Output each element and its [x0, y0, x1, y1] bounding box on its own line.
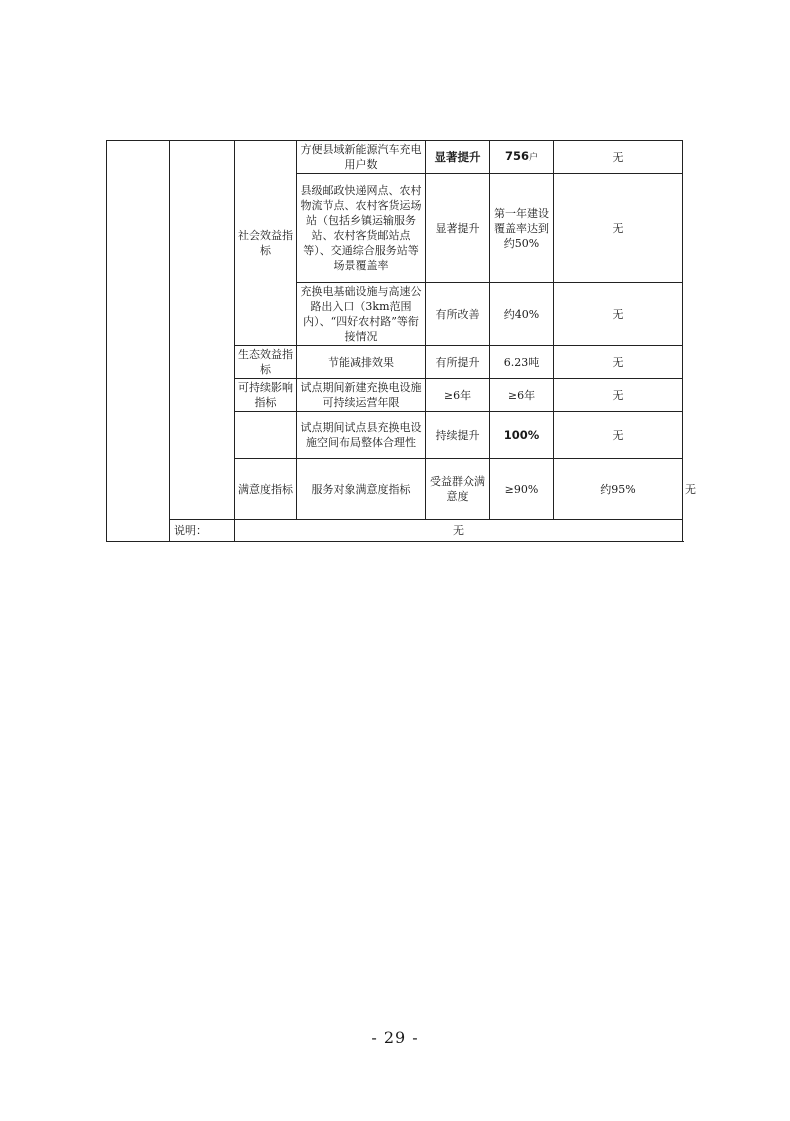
value-cell: 约40% [490, 283, 554, 346]
note-cell: 无 [554, 346, 683, 379]
value-cell: 100% [490, 412, 554, 459]
indicator-cell: 县级邮政快递网点、农村物流节点、农村客货运场站（包括乡镇运输服务站、农村客货邮站点等）、交通综合服务站等场景覆盖率 [297, 174, 426, 283]
empty-category-cell [235, 412, 297, 459]
remark-row [107, 520, 683, 542]
page-number: - 29 - [371, 1028, 419, 1047]
category-ecological: 生态效益指标 [235, 346, 297, 379]
category-satisfaction-l1: 满意度指标 [235, 459, 297, 520]
note-cell: 无 [554, 174, 683, 283]
indicator-cell: 充换电基础设施与高速公路出入口（3km范围内）、“四好农村路”等衔接情况 [297, 283, 426, 346]
indicator-cell: 节能减排效果 [297, 346, 426, 379]
performance-indicator-table [106, 140, 696, 542]
remark-value: 无 [235, 520, 683, 542]
indicator-cell: 试点期间新建充换电设施可持续运营年限 [297, 379, 426, 412]
direction-cell: 显著提升 [426, 174, 490, 283]
empty-level1-cell [107, 141, 170, 542]
remark-label: 说明： [170, 520, 235, 542]
note-cell: 无 [554, 412, 683, 459]
direction-cell: 有所改善 [426, 283, 490, 346]
value-cell: 第一年建设覆盖率达到约50% [490, 174, 554, 283]
category-sustainable: 可持续影响指标 [235, 379, 297, 412]
value-cell: 约95% [554, 459, 683, 520]
value-cell: 6.23吨 [490, 346, 554, 379]
value-cell: ≥6年 [490, 379, 554, 412]
category-social: 社会效益指标 [235, 141, 297, 346]
direction-cell: 有所提升 [426, 346, 490, 379]
indicator-cell: 受益群众满意度 [426, 459, 490, 520]
value-number: 756 [504, 148, 529, 163]
note-cell: 无 [554, 283, 683, 346]
empty-level2-cell [170, 141, 235, 520]
table-row: 满意度指标 服务对象满意度指标 受益群众满意度 ≥90% 约95% 无 [107, 459, 683, 520]
indicator-cell: 试点期间试点县充换电设施空间布局整体合理性 [297, 412, 426, 459]
value-unit: 户 [529, 152, 539, 163]
direction-cell: 显著提升 [426, 141, 490, 174]
indicator-cell: 方便县域新能源汽车充电用户数 [297, 141, 426, 174]
direction-cell: ≥6年 [426, 379, 490, 412]
category-satisfaction-l2: 服务对象满意度指标 [297, 459, 426, 520]
value-cell [490, 141, 554, 174]
direction-cell: 持续提升 [426, 412, 490, 459]
direction-cell: ≥90% [490, 459, 554, 520]
note-cell: 无 [554, 379, 683, 412]
table-row [107, 141, 683, 174]
note-cell: 无 [554, 141, 683, 174]
